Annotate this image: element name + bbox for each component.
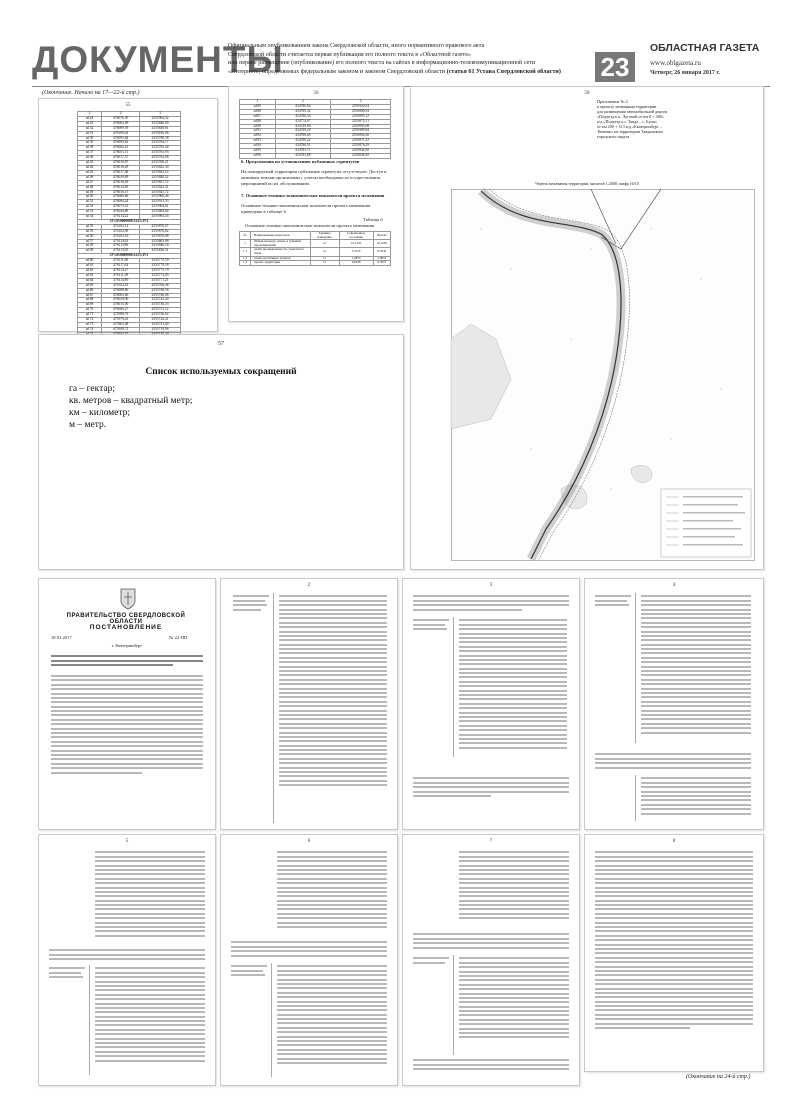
table-cell: 2555771,21: [140, 278, 181, 283]
table-cell: 2555876,62: [140, 229, 181, 234]
table-cell: н158: [78, 244, 102, 249]
table-cell: 2555746,66: [140, 293, 181, 298]
table-cell: н172: [78, 318, 102, 323]
table-cell: н161: [78, 264, 102, 269]
table-cell: н147: [78, 180, 102, 185]
table-cell: 2555766,48: [140, 283, 181, 288]
table-cell: 476044,86: [102, 210, 140, 215]
indicators-table: [239, 231, 391, 266]
table-row: [240, 153, 391, 158]
table-cell: 2555871,32: [331, 139, 391, 144]
table-cell: 2555841,14: [140, 170, 181, 175]
table-cell: н156: [78, 234, 102, 239]
table-cell: 2555774,05: [140, 273, 181, 278]
table-cell: 476111,09: [102, 273, 140, 278]
table-cell: н130: [78, 136, 102, 141]
document-page-56: [228, 86, 404, 322]
table-cell: 476117,62: [102, 264, 140, 269]
table-cell: 476062,21: [102, 146, 140, 151]
table-cell: га: [310, 248, 339, 256]
table-cell: 476000,27: [102, 308, 140, 313]
table-cell: 434774,97: [275, 119, 330, 124]
text-lines: [595, 849, 753, 1031]
table-cell: 1: [78, 112, 102, 117]
label-column: [233, 593, 274, 823]
table-cell: 2555894,30: [331, 134, 391, 139]
table-cell: 476102,12: [102, 224, 140, 229]
table-cell: 434783,71: [275, 149, 330, 154]
text-lines: [49, 947, 205, 963]
table-cell: н153: [78, 210, 102, 215]
table-cell: 3,3145: [339, 248, 373, 256]
table-cell: 2555844,50: [331, 149, 391, 154]
text-lines: [413, 1057, 569, 1073]
table-cell: 476016,49: [102, 180, 140, 185]
table-cell: н186: [240, 119, 276, 124]
table-cell: н195: [240, 149, 276, 154]
section-text: Основные технико-экономические показатели проекта межевания приведены в таблице 6.: [241, 203, 371, 215]
document-page-3: [402, 578, 580, 830]
appendix-line: городского округа: [597, 134, 630, 139]
table-cell: 476114,63: [102, 239, 140, 244]
table-cell: 2555876,29: [331, 144, 391, 149]
table-cell: н155: [78, 229, 102, 234]
table-cell: н143: [78, 170, 102, 175]
table-cell: 2555904,54: [140, 215, 181, 220]
page-number: 8: [672, 839, 676, 844]
page-number: 55: [125, 103, 131, 108]
table-cell: 2555765,44: [140, 146, 181, 151]
table-cell: 0,5057: [373, 261, 390, 266]
table-cell: 2555736,53: [140, 303, 181, 308]
table-cell: н146: [78, 156, 102, 161]
table-cell: н187: [240, 114, 276, 119]
appendix-line: для размещения автомобильной дороги: [597, 109, 668, 114]
publication-notice: [228, 42, 580, 76]
page-number: 7: [489, 839, 493, 844]
document-page-2: [220, 578, 398, 830]
coordinates-table: [77, 111, 181, 343]
table-cell: 1: [240, 240, 251, 248]
table-cell: н148: [78, 185, 102, 190]
table-cell: 434788,51: [275, 144, 330, 149]
table-cell: 434780,84: [275, 104, 330, 109]
table-cell: н171: [78, 313, 102, 318]
table-cell: 475988,79: [102, 313, 140, 318]
notice-line: Официальным опубликованием закона Свердловской области, иного нормативного правового акта: [228, 43, 485, 49]
table-cell: 2555721,00: [140, 322, 181, 327]
appendix-block: [597, 99, 757, 139]
table-cell: 2555840,22: [140, 175, 181, 180]
table-cell: 476089,95: [102, 126, 140, 131]
table-cell: 6,8248: [339, 261, 373, 266]
table-cell: 476066,66: [102, 195, 140, 200]
table-cell: н174: [78, 327, 102, 332]
table-caption: Основные технико-экономические показатели проекта межевания: [245, 223, 375, 228]
table-cell: Проект: [373, 232, 390, 240]
table-cell: 434749,86: [275, 124, 330, 129]
appendix-line: от км 200 + 313 к/д «Екатеринбург –: [597, 124, 662, 129]
table-cell: 476014,83: [102, 185, 140, 190]
newspaper-page-number: 23: [595, 52, 635, 82]
table-cell: 476015,00: [102, 303, 140, 308]
table-cell: н145: [78, 161, 102, 166]
table-cell: 1,0874: [373, 256, 390, 261]
page-number: 5: [125, 839, 129, 844]
table-cell: 8,5536: [373, 248, 390, 256]
table-cell: 476102,09: [102, 229, 140, 234]
table-cell: 2555904,61: [140, 205, 181, 210]
issue-date: Четверг, 26 января 2017 г.: [650, 70, 720, 76]
text-lines: [231, 939, 387, 959]
table-cell: н154: [78, 215, 102, 220]
table-cell: 2555836,51: [140, 249, 181, 254]
table-cell: 476102,23: [102, 283, 140, 288]
table-cell: 476114,22: [102, 215, 140, 220]
table-cell: н165: [78, 283, 102, 288]
table-cell: н150: [78, 195, 102, 200]
document-page-7: [402, 834, 580, 1086]
table-cell: 2555922,31: [140, 185, 181, 190]
continuation-note: (Окончание. Начало на 17—22-й стр.): [42, 90, 140, 96]
table-cell: прочие территории: [250, 261, 310, 266]
section-title: ДОКУМЕНТЫ: [32, 39, 284, 80]
abbreviations-list: [69, 383, 193, 431]
table-cell: н160: [78, 259, 102, 264]
appendix-line: к/д «Подъезд к г. Тавда – с. Бучи»: [597, 119, 657, 124]
table-subheader: ЗУ:28:0000000:1231:ЗУ2: [78, 219, 181, 224]
table-cell: 2: [102, 112, 140, 117]
table-cell: н194: [240, 144, 276, 149]
table-cell: 476114,27: [102, 269, 140, 274]
table-cell: 476075,23: [102, 205, 140, 210]
page-number: 3: [489, 583, 493, 588]
table-cell: н131: [78, 131, 102, 136]
values-column: [459, 849, 569, 922]
table-cell: 2555816,06: [140, 131, 181, 136]
document-page-4: [584, 578, 764, 830]
table-cell: 1,0874: [339, 256, 373, 261]
table-cell: 2555779,59: [140, 259, 181, 264]
values-column: [277, 849, 387, 930]
continuation-note: (Окончание на 24-й стр.): [686, 1074, 751, 1080]
table-cell: н132: [78, 126, 102, 131]
table-cell: 476084,24: [102, 200, 140, 205]
table-cell: 2555779,18: [140, 264, 181, 269]
notice-line: «Интернет», определяемых федеральным законом и законом Свердловской области (статья 61 Устава Свердловской области): [228, 68, 561, 75]
table-cell: н151: [78, 200, 102, 205]
page-number: 57: [218, 341, 224, 347]
values-column: [95, 965, 205, 1064]
table-cell: 476010,87: [102, 161, 140, 166]
appendix-line: Тюмень» на территории Тавдинского: [597, 129, 664, 134]
document-page-58: [410, 86, 764, 570]
table-subheader: ЗУ:28:0000000:1231:ЗУ2: [78, 254, 181, 259]
table-cell: 2555875,11: [331, 119, 391, 124]
table-cell: 476114,90: [102, 278, 140, 283]
table-cell: н138: [78, 146, 102, 151]
table-row: [240, 248, 391, 256]
table-cell: 2555913,33: [140, 200, 181, 205]
abbreviation-item: кв. метров – квадратный метр;: [69, 396, 193, 406]
decree-page: [38, 578, 216, 830]
table-cell: 475979,41: [102, 318, 140, 323]
abbreviation-item: га – гектар;: [69, 384, 115, 394]
table-cell: 2555846,00: [140, 121, 181, 126]
page-number: 6: [307, 839, 311, 844]
table-cell: га: [310, 261, 339, 266]
table-cell: 2555923,72: [140, 190, 181, 195]
notice-line: Свердловской области считается первая публикация его полного текста в «Областной газете»: [228, 51, 471, 58]
table-cell: 2: [275, 100, 330, 105]
table-cell: 476018,29: [102, 165, 140, 170]
table-cell: 1.2: [240, 256, 251, 261]
table-cell: 2555742,20: [140, 298, 181, 303]
table-cell: 476113,05: [102, 249, 140, 254]
table-cell: 2555775,70: [140, 269, 181, 274]
decree-title: ПОСТАНОВЛЕНИЕ: [89, 624, 163, 631]
table-cell: н169: [78, 303, 102, 308]
table-cell: 2555760,21: [140, 161, 181, 166]
table-cell: 3: [140, 112, 181, 117]
table-cell: н137: [78, 151, 102, 156]
table-cell: 434780,22: [275, 139, 330, 144]
government-title: ПРАВИТЕЛЬСТВО СВЕРДЛОВСКОЙ ОБЛАСТИ: [66, 613, 186, 625]
coordinates-table: [239, 99, 391, 159]
table-label: Таблица 6: [363, 217, 383, 222]
table-cell: 475949,72: [102, 327, 140, 332]
table-cell: 434783,88: [275, 153, 330, 158]
table-cell: 476017,37: [102, 156, 140, 161]
table-cell: 2555788,38: [140, 136, 181, 141]
table-cell: н152: [78, 205, 102, 210]
table-cell: н166: [78, 288, 102, 293]
newspaper-site-link[interactable]: www.oblgazeta.ru: [650, 59, 701, 67]
table-cell: 2555828,61: [140, 126, 181, 131]
table-cell: 2555848,49: [331, 153, 391, 158]
section-heading: 7. Основные технико-экономические показатели проекта межевания: [241, 193, 385, 198]
text-lines: [413, 593, 569, 613]
table-cell: н162: [78, 269, 102, 274]
table-cell: н124: [78, 116, 102, 121]
table-cell: н192: [240, 134, 276, 139]
table-cell: н170: [78, 308, 102, 313]
values-column: [95, 849, 205, 939]
document-page-5: [38, 834, 216, 1086]
appendix-line: «Подъезд к п. Луговой от км 0 + 380»: [597, 114, 664, 119]
table-cell: 2555904,52: [140, 116, 181, 121]
label-column: [231, 963, 272, 1077]
table-cell: земли населённых пунктов: [250, 256, 310, 261]
coat-of-arms-icon: [119, 587, 137, 611]
table-cell: н125: [78, 121, 102, 126]
abbreviation-item: м – метр.: [69, 420, 107, 430]
table-cell: 2555857,72: [140, 180, 181, 185]
table-cell: 2555822,30: [140, 165, 181, 170]
table-cell: №: [240, 232, 251, 240]
table-cell: 476028,96: [102, 298, 140, 303]
table-cell: 3: [331, 100, 391, 105]
section-text: На планируемой территории публичные сервитуты отсутствуют. Доступ к межевым землям организован с учетом необходимости осуществления мероприятий по их обслуживанию.: [241, 169, 387, 187]
table-cell: н193: [240, 139, 276, 144]
label-column: [595, 593, 636, 743]
table-cell: 476095,84: [102, 136, 140, 141]
table-cell: 2555863,08: [140, 239, 181, 244]
text-lines: [413, 775, 569, 799]
page-number: 2: [307, 583, 311, 588]
page-number: 4: [672, 583, 676, 588]
notice-line: или первое размещение (опубликование) его полного текста на сайтах в информационно-телекоммуникационной сети: [228, 60, 536, 67]
table-cell: н157: [78, 239, 102, 244]
table-cell: Наименование показателя: [250, 232, 310, 240]
table-cell: 2555846,16: [140, 244, 181, 249]
table-cell: 2555876,98: [140, 234, 181, 239]
table-cell: 476082,06: [102, 121, 140, 126]
label-column: [595, 775, 636, 821]
table-cell: 2555763,93: [140, 151, 181, 156]
text-lines: [413, 931, 569, 951]
decree-body-lines: [51, 653, 203, 776]
table-cell: 476076,50: [102, 116, 140, 121]
table-cell: 476039,89: [102, 175, 140, 180]
appendix-line: к проекту межевания территории: [597, 104, 657, 109]
table-cell: 2555748,56: [140, 288, 181, 293]
table-cell: 434788,65: [275, 134, 330, 139]
table-cell: н164: [78, 278, 102, 283]
decree-number: № 22-ПП: [169, 635, 188, 640]
page-number: 56: [313, 91, 319, 96]
table-cell: 2555726,62: [140, 313, 181, 318]
table-cell: 476017,08: [102, 170, 140, 175]
table-cell: н168: [78, 298, 102, 303]
table-cell: 2555762,08: [140, 156, 181, 161]
table-cell: 2555876,07: [140, 224, 181, 229]
table-cell: 476051,11: [102, 151, 140, 156]
table-cell: 2555880,54: [331, 109, 391, 114]
table-cell: 2555731,12: [140, 308, 181, 313]
table-cell: 434749,20: [275, 129, 330, 134]
table-cell: н173: [78, 322, 102, 327]
abbreviation-item: км – километр;: [69, 408, 131, 418]
values-column: [459, 955, 569, 1041]
table-cell: земли промышленности, транспорта, связи: [250, 248, 310, 256]
table-cell: Единица измерения: [310, 232, 339, 240]
section-heading: 6. Предложения по установлению публичных сервитутов: [241, 159, 360, 164]
table-cell: 476095,82: [102, 141, 140, 146]
table-cell: н167: [78, 293, 102, 298]
label-column: [413, 955, 454, 1055]
table-cell: 2555884,64: [140, 210, 181, 215]
table-cell: 2555719,96: [140, 327, 181, 332]
table-cell: 476113,86: [102, 244, 140, 249]
table-cell: 2555960,48: [140, 195, 181, 200]
table-cell: н144: [78, 165, 102, 170]
table-cell: 2555909,94: [331, 129, 391, 134]
document-page-8: [584, 834, 764, 1072]
table-cell: н190: [240, 124, 276, 129]
table-cell: 476016,15: [102, 190, 140, 195]
table-cell: н191: [240, 129, 276, 134]
table-cell: 2555724,21: [140, 318, 181, 323]
table-cell: н196: [240, 153, 276, 158]
table-cell: 476111,06: [102, 259, 140, 264]
abbreviations-title: Список используемых сокращений: [145, 367, 297, 377]
label-column: [49, 965, 90, 1075]
table-cell: 10,1592: [339, 240, 373, 248]
table-cell: н163: [78, 273, 102, 278]
table-cell: 476088,80: [102, 288, 140, 293]
table-cell: 2555920,54: [331, 104, 391, 109]
decree-date: 18.01.2017: [51, 635, 72, 640]
decree-city: г. Екатеринбург: [111, 643, 143, 648]
page-number: 58: [584, 91, 590, 96]
table-cell: 476063,66: [102, 293, 140, 298]
survey-map: [451, 189, 755, 561]
table-cell: 475963,08: [102, 322, 140, 327]
label-column: [413, 617, 454, 757]
values-column: [641, 775, 751, 817]
table-cell: н106: [78, 175, 102, 180]
values-column: [641, 593, 751, 736]
map-title: Чертеж межевания территории, масштаб 1:2000, шифр 16/10: [535, 181, 639, 186]
table-cell: 1.1: [240, 248, 251, 256]
table-cell: н159: [78, 249, 102, 254]
table-cell: 1.3: [240, 261, 251, 266]
table-cell: га: [310, 256, 339, 261]
table-cell: н155: [78, 224, 102, 229]
table-cell: н139: [78, 141, 102, 146]
values-column: [279, 593, 387, 789]
document-page-6: [220, 834, 398, 1086]
table-cell: н188: [240, 109, 276, 114]
table-cell: 476102,16: [102, 234, 140, 239]
table-cell: га: [310, 240, 339, 248]
newspaper-name: ОБЛАСТНАЯ ГАЗЕТА: [650, 42, 760, 54]
document-page-57: [38, 334, 404, 570]
table-cell: 10,1592: [373, 240, 390, 248]
table-row: [240, 261, 391, 266]
table-cell: Современное состояние: [339, 232, 373, 240]
table-cell: н149: [78, 190, 102, 195]
table-cell: 1: [240, 100, 276, 105]
table-cell: н189: [240, 104, 276, 109]
table-cell: 2555784,17: [140, 141, 181, 146]
appendix-title: Приложение № 2: [597, 99, 628, 104]
table-cell: 434789,32: [275, 109, 330, 114]
values-column: [459, 617, 567, 751]
table-cell: 2555893,98: [331, 124, 391, 129]
text-lines: [595, 751, 751, 771]
document-page-55: [38, 98, 218, 332]
table-cell: 2555895,12: [331, 114, 391, 119]
table-cell: 434786,54: [275, 114, 330, 119]
values-column: [277, 963, 387, 1066]
table-cell: 476100,02: [102, 131, 140, 136]
table-cell: Общая площадь земель в границах проектирования: [250, 240, 310, 248]
